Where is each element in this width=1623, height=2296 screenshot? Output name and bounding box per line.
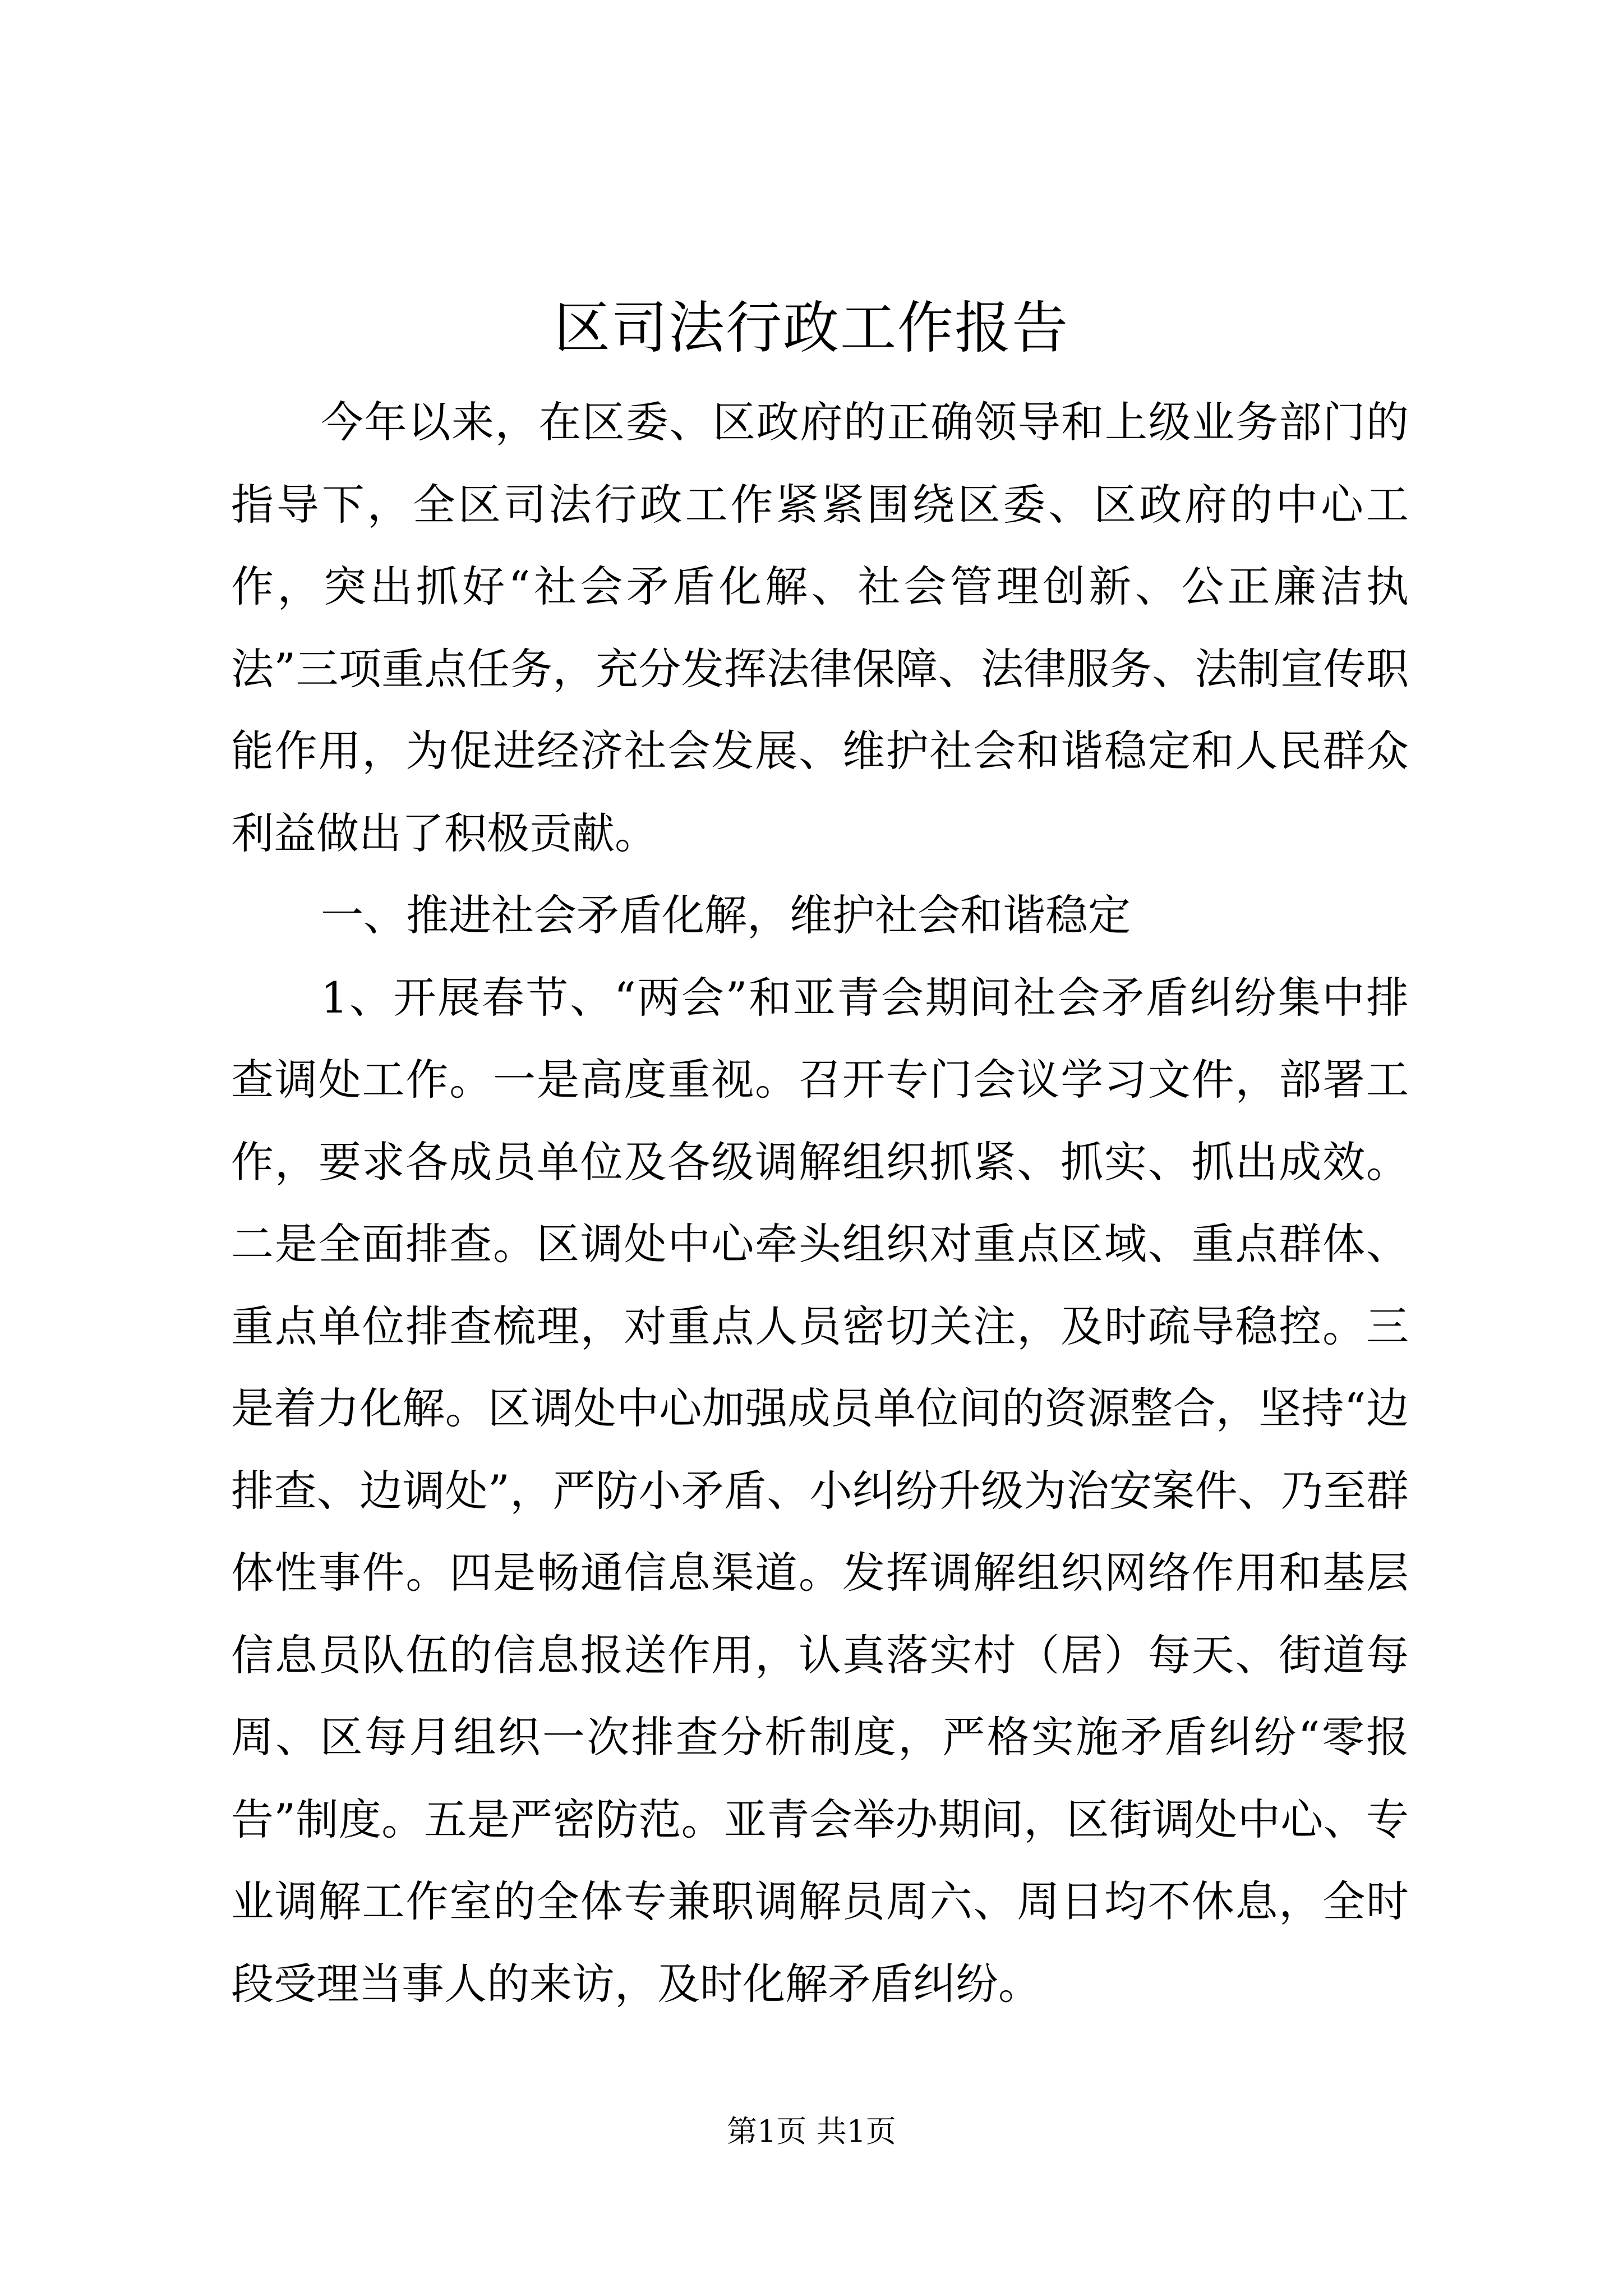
- section-heading: 一、推进社会矛盾化解，维护社会和谐稳定: [321, 890, 1131, 940]
- section-paragraph: 1、开展春节、“两会”和亚青会期间社会矛盾纠纷集中排查调处工作。一是高度重视。召开专门会议学习文件，部署工作，要求各成员单位及各级调解组织抓紧、抓实、抓出成效。二是全面排查。区调处中心牵头组织对重点区域、重点群体、重点单位排查梳理，对重点人员密切关注，及时疏导稳控。三是着力化解。区调处中心加强成员单位间的资源整合，坚持“边排查、边调处”，严防小矛盾、小纠纷升级为治安案件、乃至群体性事件。四是畅通信息渠道。发挥调解组织网络作用和基层信息员队伍的信息报送作用，认真落实村（居）每天、街道每周、区每月组织一次排查分析制度，严格实施矛盾纠纷“零报告”制度。五是严密防范。亚青会举办期间，区街调处中心、专业调解工作室的全体专兼职调解员周六、周日均不休息，全时段受理当事人的来访，及时化解矛盾纠纷。: [231, 972, 1409, 2009]
- document-title: 区司法行政工作报告: [554, 295, 1069, 361]
- intro-paragraph: 今年以来，在区委、区政府的正确领导和上级业务部门的指导下，全区司法行政工作紧紧围绕区委、区政府的中心工作，突出抓好“社会矛盾化解、社会管理创新、公正廉洁执法”三项重点任务，充分发挥法律保障、法律服务、法制宣传职能作用，为促进经济社会发展、维护社会和谐稳定和人民群众利益做出了积极贡献。: [231, 397, 1409, 858]
- page-footer: 第1页 共1页: [727, 2114, 896, 2149]
- document-body: [231, 381, 1409, 2025]
